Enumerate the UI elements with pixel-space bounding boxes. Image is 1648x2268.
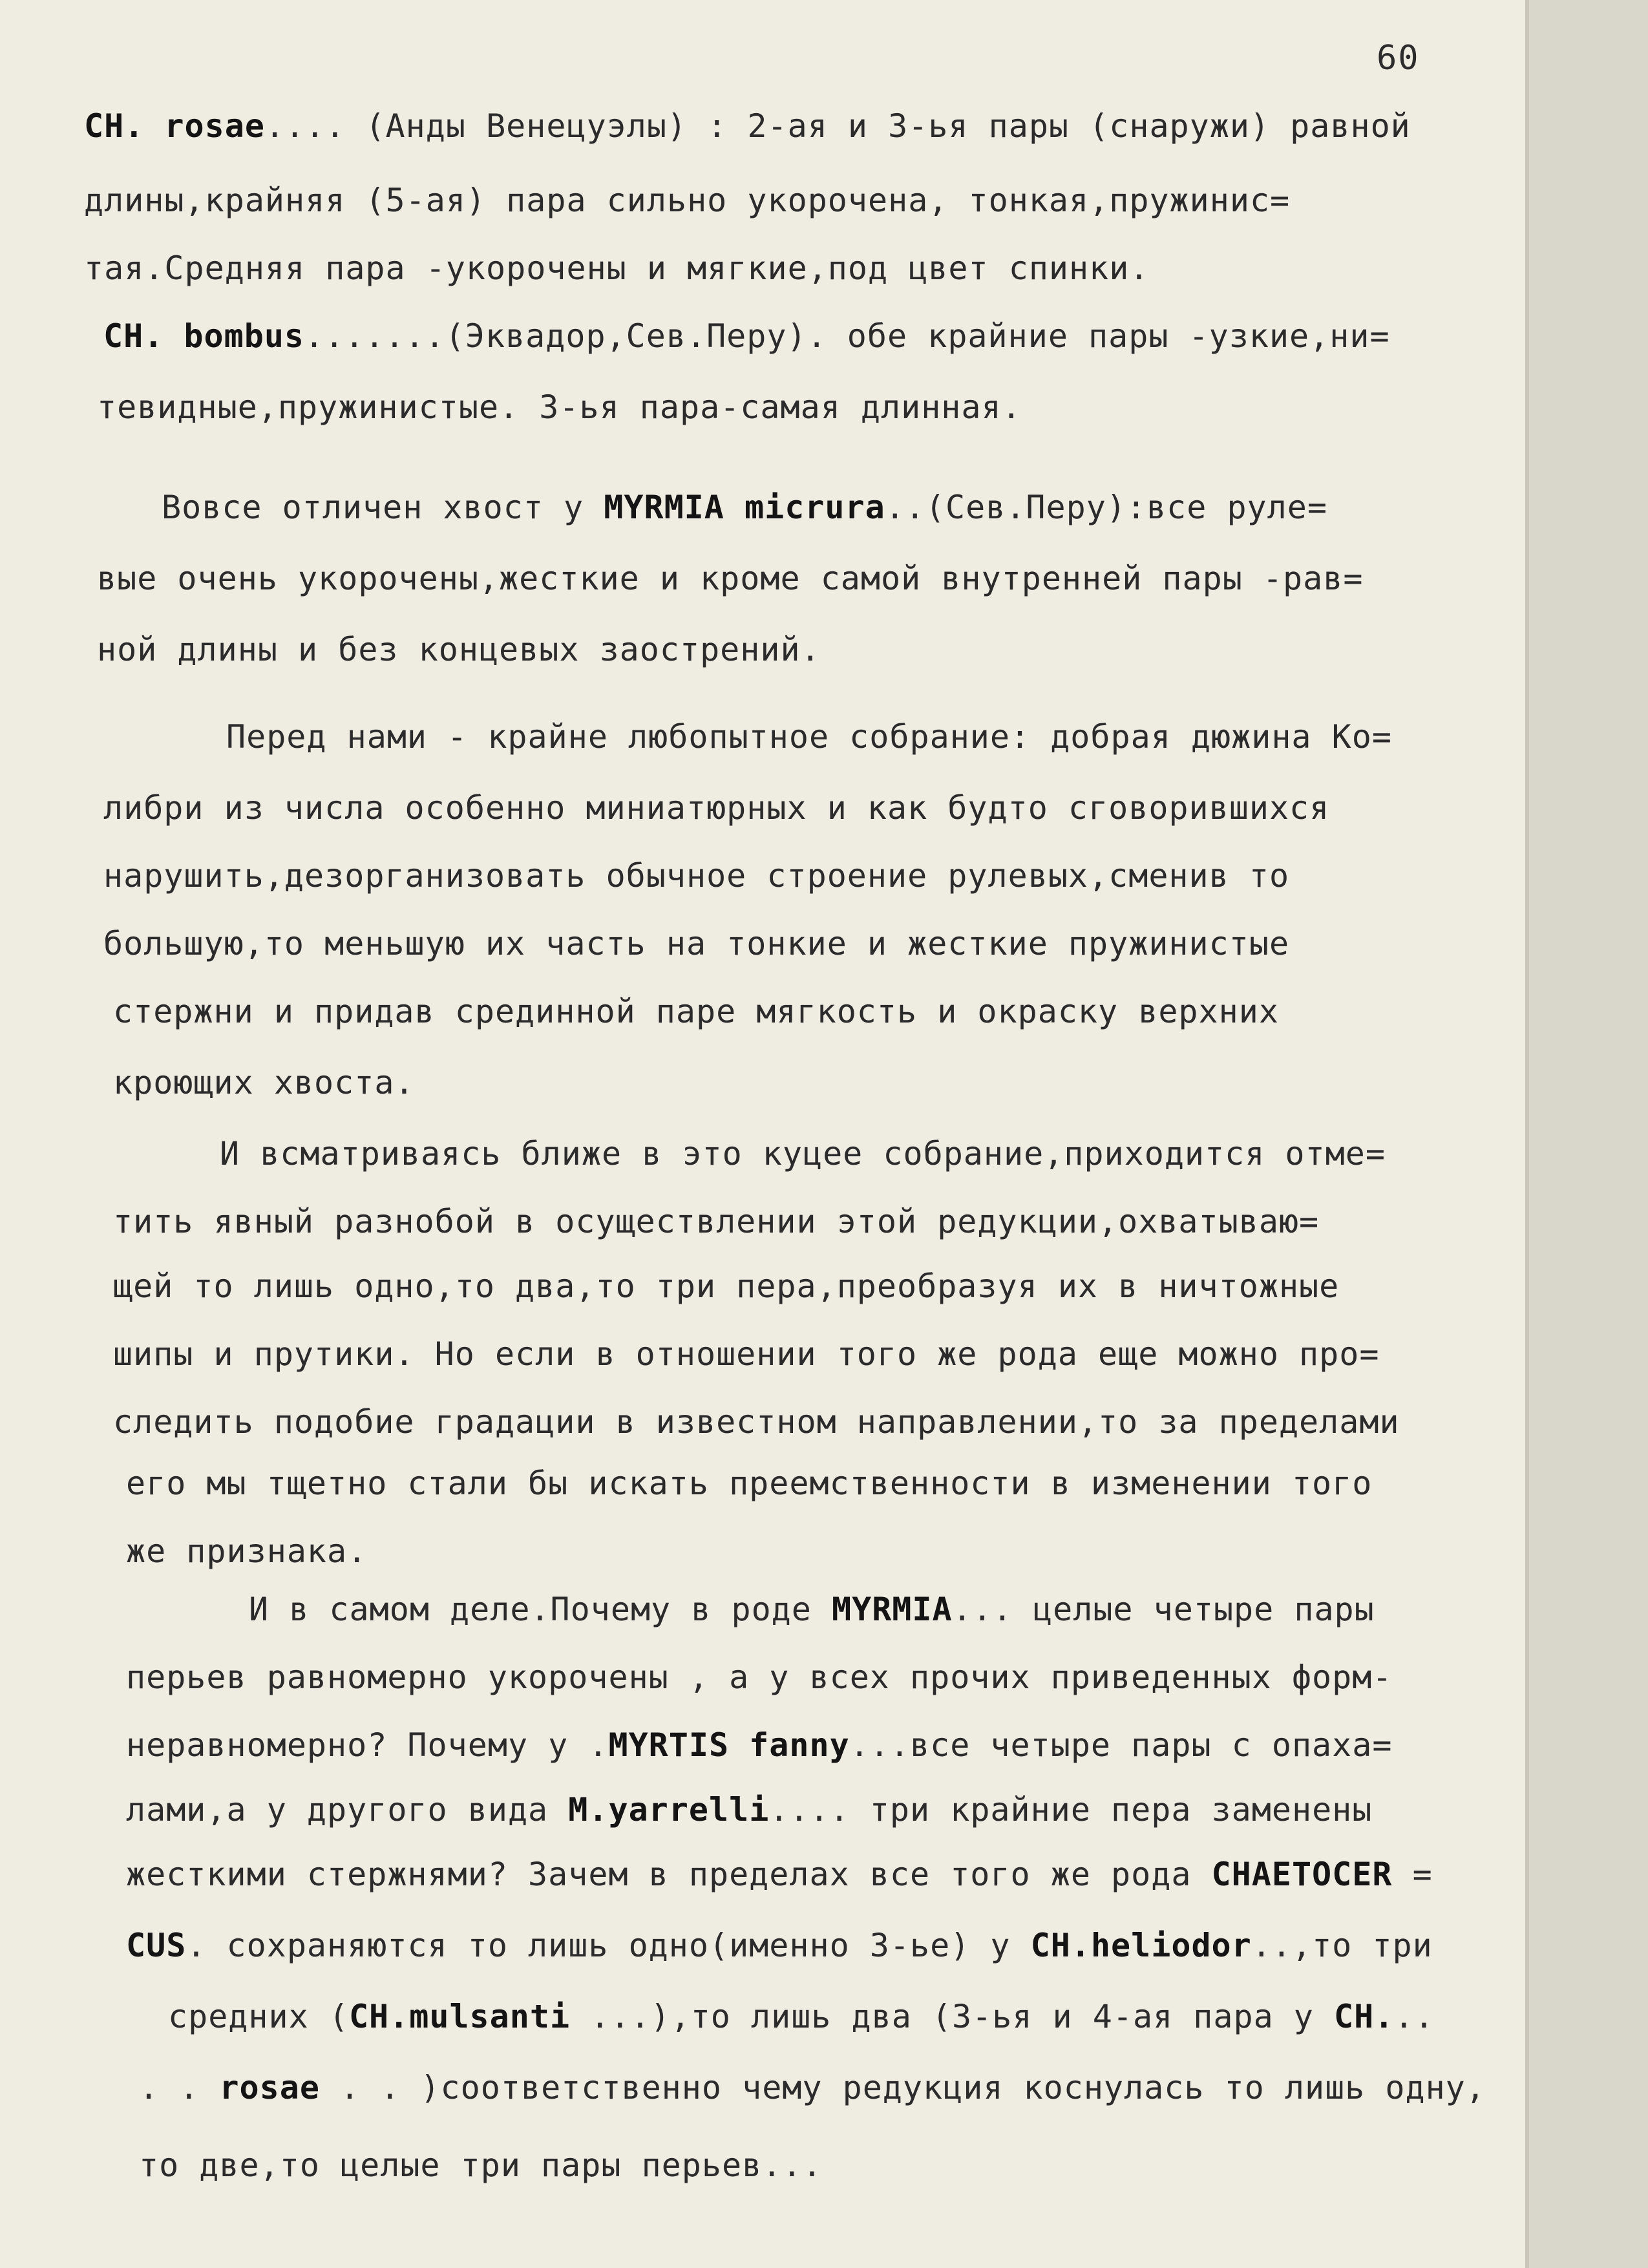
text-line: вые очень укорочены,жесткие и кроме самой внутренней пары -рав= xyxy=(97,560,1364,597)
species-name: MYRMIA micrura xyxy=(604,489,885,526)
text-line: его мы тщетно стали бы искать преемственности в изменении того xyxy=(126,1465,1373,1502)
text-line: . . rosae . . )соответственно чему редукция коснулась то лишь одну, xyxy=(139,2069,1486,2106)
text-line: И в самом деле.Почему в роде MYRMIA... целые четыре пары xyxy=(249,1591,1375,1628)
text-line: кроющих хвоста. xyxy=(113,1064,415,1101)
page-number: 60 xyxy=(1377,39,1420,78)
genus-name: CHAETOCER xyxy=(1211,1856,1393,1893)
genus-name: MYRMIA xyxy=(831,1591,953,1628)
text-line: ной длины и без концевых заострений. xyxy=(97,631,821,668)
text-line: же признака. xyxy=(126,1532,368,1570)
text-line: CUS. сохраняются то лишь одно(именно 3-ье) у CH.heliodor..,то три xyxy=(126,1927,1433,1964)
text-line: Вовсе отличен хвост у MYRMIA micrura..(Сев.Перу):все руле= xyxy=(162,489,1327,526)
genus-name: CH. xyxy=(1333,1998,1395,2035)
text-line: стержни и придав срединной паре мягкость и окраску верхних xyxy=(113,993,1279,1030)
species-name: CH. bombus xyxy=(103,317,305,355)
text-line: CH. rosae.... (Анды Венецуэлы) : 2-ая и 3-ья пары (снаружи) равной xyxy=(84,107,1411,145)
text-line: тевидные,пружинистые. 3-ья пара-самая длинная. xyxy=(97,388,1022,426)
genus-name: CUS xyxy=(126,1927,187,1964)
text-line: средних (CH.mulsanti ...),то лишь два (3-ья и 4-ая пара у CH... xyxy=(168,1998,1435,2035)
text-line: большую,то меньшую их часть на тонкие и жесткие пружинистые xyxy=(103,925,1290,962)
text-line: CH. bombus.......(Эквадор,Сев.Перу). обе крайние пары -узкие,ни= xyxy=(103,317,1390,355)
text-line: щей то лишь одно,то два,то три пера,преобразуя их в ничтожные xyxy=(113,1267,1340,1305)
text-line: следить подобие градации в известном направлении,то за пределами xyxy=(113,1403,1400,1441)
species-name: CH.mulsanti xyxy=(348,1998,571,2035)
text-line: длины,крайняя (5-ая) пара сильно укорочена, тонкая,пружинис= xyxy=(84,182,1291,219)
text-line: тая.Средняя пара -укорочены и мягкие,под цвет спинки. xyxy=(84,249,1150,287)
text-line: то две,то целые три пары перьев... xyxy=(139,2146,823,2184)
species-name: M.yarrelli xyxy=(568,1791,770,1828)
species-name: MYRTIS fanny xyxy=(608,1726,850,1764)
species-name: rosae xyxy=(219,2069,320,2106)
species-name: CH.heliodor xyxy=(1030,1927,1252,1964)
text-line: тить явный разнобой в осуществлении этой редукции,охватываю= xyxy=(113,1203,1320,1240)
text-line: шипы и прутики. Но если в отношении того же рода еще можно про= xyxy=(113,1335,1380,1373)
text-line: перьев равномерно укорочены , а у всех прочих приведенных форм- xyxy=(126,1659,1393,1696)
text-line: лами,а у другого вида M.yarrelli.... три крайние пера заменены xyxy=(126,1791,1373,1828)
text-line: И всматриваясь ближе в это куцее собрание,приходится отме= xyxy=(220,1135,1386,1172)
text-line: нарушить,дезорганизовать обычное строение рулевых,сменив то xyxy=(103,857,1290,895)
text-line: жесткими стержнями? Зачем в пределах все того же рода CHAETOCER = xyxy=(126,1856,1433,1893)
species-name: CH. rosae xyxy=(84,107,265,145)
text-line: либри из числа особенно миниатюрных и как будто сговорившихся xyxy=(103,789,1330,827)
text-line: неравномерно? Почему у .MYRTIS fanny...все четыре пары с опаха= xyxy=(126,1726,1393,1764)
text-line: Перед нами - крайне любопытное собрание: добрая дюжина Ко= xyxy=(226,718,1392,756)
